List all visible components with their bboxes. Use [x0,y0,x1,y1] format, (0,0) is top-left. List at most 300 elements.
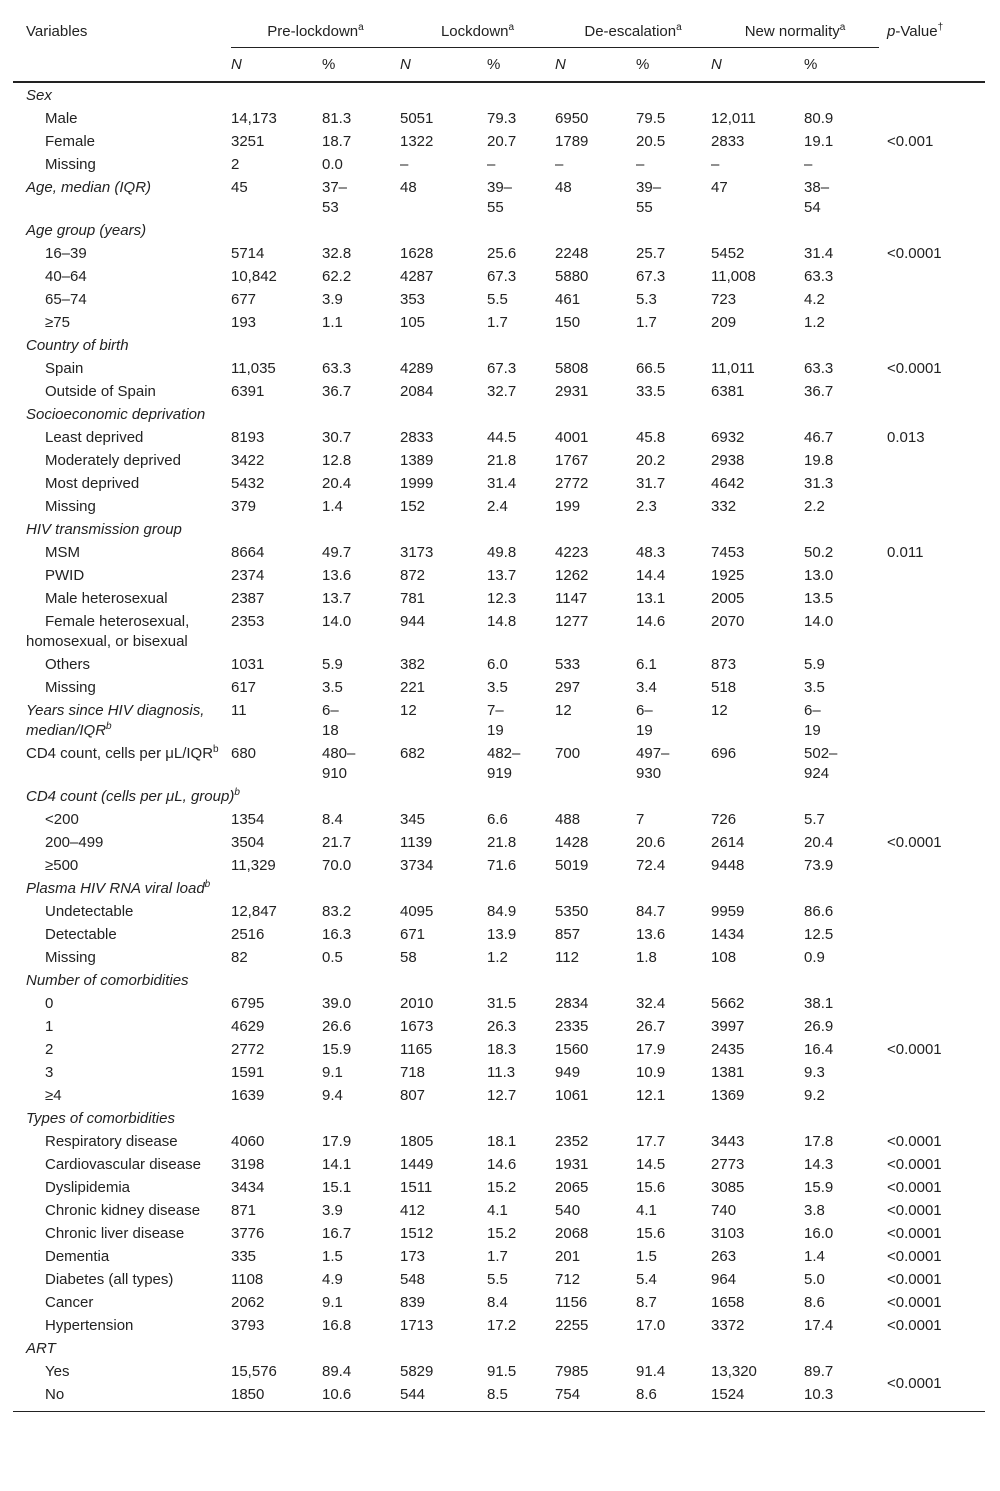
header-n: N [555,48,636,83]
table-row [13,1083,985,1106]
table-row [13,698,985,741]
row-label [13,698,231,741]
cell-percent: 31.3 [804,475,834,492]
cell-percent: 3.5 [322,679,343,696]
cell-percent: 26.3 [487,1018,517,1035]
cell-count: 5051 [400,110,434,127]
table-row [13,175,985,218]
cell-count: 518 [711,679,737,696]
cell-percent: 3.5 [487,679,508,696]
cell-p-value [879,945,985,968]
table-row [13,425,985,448]
cell-count: 2352 [555,1133,589,1150]
cell-count: 544 [400,1382,487,1412]
cell-percent: 13.0 [804,567,834,584]
cell-count: 548 [400,1271,426,1288]
cell-percent: 25.6 [487,245,517,262]
cell-iqr: 7– 19 [487,702,504,739]
row-label: ≥4 [45,1087,62,1104]
cell-count: 2353 [231,613,265,630]
row-label: Hypertension [45,1317,134,1334]
cell-percent: 5.4 [636,1271,657,1288]
row-label: Diabetes (all types) [45,1271,174,1288]
cell-count: 2255 [555,1317,589,1334]
row-label: Male [45,110,78,127]
cell-percent: 26.9 [804,1018,834,1035]
section-title: Years since HIV diagnosis, median/IQR [26,702,205,739]
cell-percent: 8.7 [636,1294,657,1311]
cell-count: 839 [400,1294,426,1311]
row-label: Undetectable [45,903,134,920]
cell-count: 2010 [400,995,434,1012]
row-label: Detectable [45,926,117,943]
row-label: Dementia [45,1248,110,1265]
cell-count: 1789 [555,133,589,150]
table-row [13,741,985,784]
cell-count: 12,847 [231,903,277,920]
cell-percent: 17.4 [804,1317,834,1334]
cell-p-value [879,287,985,310]
row-label: Missing [45,498,96,515]
cell-percent: 0.0 [322,156,343,173]
cell-percent: 5.5 [487,1271,508,1288]
cell-count: 7453 [711,544,745,561]
cell-percent: 15.2 [487,1225,517,1242]
table-header [13,13,985,82]
cell-p-value [879,899,985,922]
section-header-row [13,333,985,356]
row-label: Others [45,656,91,673]
cell-p-value [879,494,985,517]
table-row [13,1382,985,1412]
cell-p-value [879,1083,985,1106]
cell-p-value [879,1060,985,1083]
row-label: MSM [45,544,80,561]
cell-percent: 1.5 [322,1248,343,1265]
cell-percent: 18.7 [322,133,352,150]
table-row [13,1290,985,1313]
cell-percent: 48.3 [636,544,666,561]
cell-percent: 16.0 [804,1225,834,1242]
cell-percent: 8.6 [636,1382,711,1412]
cell-percent: 14.1 [322,1156,352,1173]
cell-p-value [879,106,985,129]
section-title [13,333,985,356]
cell-percent: 89.4 [322,1363,352,1380]
cell-count: 3443 [711,1133,745,1150]
cell-count: 1389 [400,452,434,469]
cell-percent: 21.8 [487,452,517,469]
cell-count: 5350 [555,903,589,920]
cell-percent: 79.3 [487,110,517,127]
section-title-text: Number of comorbidities [26,972,189,989]
cell-percent: 8.4 [487,1294,508,1311]
cell-count: 332 [711,498,737,515]
row-label: 16–39 [45,245,87,262]
cell-percent: 31.5 [487,995,517,1012]
cell-percent: 26.6 [322,1018,352,1035]
row-label: Missing [45,156,96,173]
cell-count: 8193 [231,429,265,446]
table-row [13,609,985,652]
cell-iqr: 6– 18 [322,702,339,739]
cell-median: 700 [555,745,581,762]
cell-percent: 36.7 [804,383,834,400]
cell-iqr: 6– 19 [636,702,653,739]
cell-percent: 9.2 [804,1087,825,1104]
cell-count: 617 [231,679,257,696]
cell-count: 1511 [400,1179,433,1196]
cell-percent: 1.2 [804,314,825,331]
cell-count: 2773 [711,1156,745,1173]
cell-percent: 26.7 [636,1018,666,1035]
cell-count: 2070 [711,613,745,630]
cell-percent: 1.7 [487,314,508,331]
cell-count: 1999 [400,475,434,492]
cell-percent: 16.4 [804,1041,834,1058]
cell-percent: 12.3 [487,590,517,607]
cell-count: 6795 [231,995,265,1012]
row-label: Missing [45,949,96,966]
cell-percent: 38.1 [804,995,834,1012]
section-title-text: CD4 count (cells per μL, group) [26,788,235,805]
table-row [13,899,985,922]
cell-count: 6950 [555,110,589,127]
cell-percent: 10.9 [636,1064,666,1081]
cell-percent: 2.4 [487,498,508,515]
cell-count: 193 [231,314,257,331]
section-title [13,1106,985,1129]
cell-percent: 14.0 [804,613,834,630]
table-row [13,241,985,264]
table-row [13,586,985,609]
header-p-value: p-Value† [887,22,944,40]
cell-percent: 6.6 [487,811,508,828]
cell-count: 1591 [231,1064,265,1081]
header-pct: % [322,48,400,83]
cell-count: 2516 [231,926,265,943]
cell-count: 1156 [555,1294,588,1311]
cell-count: 14,173 [231,110,277,127]
footnote-marker: b [234,787,240,798]
cell-percent: 16.3 [322,926,352,943]
section-header-row [13,1336,985,1359]
cell-count: 199 [555,498,581,515]
cell-p-value: 0.011 [887,544,924,561]
cell-count: 4642 [711,475,745,492]
cell-count: 11,011 [711,360,755,377]
cell-percent: 36.7 [322,383,352,400]
cell-percent: 31.4 [487,475,517,492]
cell-percent: 14.8 [487,613,517,630]
section-title-text: Socioeconomic deprivation [26,406,206,423]
cell-percent: 67.3 [487,360,517,377]
cell-count: 3422 [231,452,265,469]
row-label: Outside of Spain [45,383,156,400]
cell-count: 1165 [400,1041,433,1058]
cell-count: 335 [231,1248,257,1265]
cell-percent: 0.9 [804,949,825,966]
cell-count: 671 [400,926,426,943]
cell-percent: 62.2 [322,268,352,285]
row-label: 65–74 [45,291,87,308]
table-body [13,82,985,1412]
table-row [13,471,985,494]
cell-count: 209 [711,314,737,331]
cell-percent: 11.3 [487,1064,516,1081]
cell-percent: 19.1 [804,133,834,150]
cell-p-value: <0.0001 [887,245,942,262]
cell-count: 5808 [555,360,589,377]
cell-p-value [879,379,985,402]
table-row [13,310,985,333]
cell-count: 1449 [400,1156,434,1173]
cell-percent: 14.0 [322,613,352,630]
section-title-text: ART [26,1340,56,1357]
table-row [13,494,985,517]
cell-count: 2833 [711,133,745,150]
cell-iqr: 39– 55 [487,179,513,216]
cell-count: 2068 [555,1225,589,1242]
cell-percent: 12.5 [804,926,834,943]
cell-count: 2065 [555,1179,589,1196]
cell-count: 871 [231,1202,257,1219]
cell-percent: 66.5 [636,360,666,377]
cell-count: 1673 [400,1018,434,1035]
cell-count: 150 [555,314,581,331]
cell-percent: 20.4 [804,834,834,851]
cell-count: 6381 [711,383,745,400]
cell-p-value [879,741,985,784]
table-row [13,540,985,563]
cell-p-value [879,152,985,175]
cell-p-value [879,675,985,698]
cell-percent: 21.8 [487,834,517,851]
cell-median: 682 [400,745,426,762]
cell-count: 13,320 [711,1363,757,1380]
section-title-text: Plasma HIV RNA viral load [26,880,205,897]
cell-percent: 17.9 [322,1133,352,1150]
cell-count: 740 [711,1202,737,1219]
cell-percent: 1.2 [487,949,508,966]
cell-count: 3251 [231,133,265,150]
cell-count: 726 [711,811,737,828]
cell-count: – [400,156,409,173]
cell-percent: 10.6 [322,1382,400,1412]
cell-p-value [879,991,985,1014]
cell-count: 754 [555,1382,636,1412]
row-label: <200 [45,811,79,828]
cell-percent: 15.6 [636,1179,666,1196]
cell-count: 2435 [711,1041,745,1058]
table-row [13,853,985,876]
cell-percent: 9.4 [322,1087,343,1104]
section-title-text: Sex [26,87,52,104]
cell-percent: 2.3 [636,498,657,515]
cell-count: 2248 [555,245,589,262]
cell-percent: 7 [636,811,645,828]
cell-iqr: 6– 19 [804,702,821,739]
cell-count: 3997 [711,1018,745,1035]
cell-percent: 14.4 [636,567,666,584]
cell-percent: 15.9 [322,1041,352,1058]
cell-percent: 15.6 [636,1225,666,1242]
cell-count: 6932 [711,429,745,446]
cell-count: 11,008 [711,268,756,285]
header-n: N [711,48,804,83]
cell-percent: 91.4 [636,1363,666,1380]
cell-count: 2062 [231,1294,265,1311]
cell-count: 1767 [555,452,589,469]
cell-iqr: 480– 910 [322,745,356,782]
row-label: 2 [45,1041,54,1058]
cell-count: 3198 [231,1156,265,1173]
cell-percent: 9.3 [804,1064,825,1081]
cell-count: 1805 [400,1133,434,1150]
row-label: 1 [45,1018,54,1035]
cell-percent: 33.5 [636,383,666,400]
cell-percent: 79.5 [636,110,666,127]
cell-count: 11,329 [231,857,276,874]
cell-percent: 16.8 [322,1317,352,1334]
footnote-marker: b [106,721,112,732]
cell-count: 2834 [555,995,589,1012]
row-label: Cardiovascular disease [45,1156,201,1173]
cell-percent: 13.5 [804,590,834,607]
cell-count: 173 [400,1248,426,1265]
cell-percent: 39.0 [322,995,352,1012]
section-header-row [13,968,985,991]
cell-count: 1628 [400,245,434,262]
cell-percent: 12.1 [636,1087,666,1104]
table-row [13,830,985,853]
cell-percent: 8.6 [804,1294,825,1311]
table-row [13,1014,985,1037]
cell-percent: 83.2 [322,903,352,920]
row-label: Female heterosexual, homosexual, or bisexual [26,613,190,650]
cell-percent: 1.4 [804,1248,825,1265]
cell-count: 1277 [555,613,589,630]
cell-p-value [879,175,985,218]
cell-count: 3372 [711,1317,745,1334]
cell-percent: 15.9 [804,1179,834,1196]
cell-count: 201 [555,1248,581,1265]
row-label: No [13,1382,231,1412]
cell-count: 2387 [231,590,265,607]
cell-percent: 31.7 [636,475,666,492]
cell-percent: 6.1 [636,656,657,673]
cell-p-value: <0.0001 [887,1248,942,1265]
cell-percent: 19.8 [804,452,834,469]
cell-percent: 5.5 [487,291,508,308]
cell-percent: 9.1 [322,1064,343,1081]
section-title-text: HIV transmission group [26,521,182,538]
cell-percent: 20.4 [322,475,352,492]
row-label: 0 [45,995,54,1012]
row-label: Yes [45,1363,70,1380]
cell-percent: 4.2 [804,291,825,308]
cell-count: 12,011 [711,110,756,127]
cell-percent: 71.6 [487,857,517,874]
cell-median: 12 [711,702,728,719]
cell-count: 2335 [555,1018,589,1035]
cell-p-value [879,448,985,471]
table-row [13,379,985,402]
cell-percent: 1.7 [487,1248,508,1265]
cell-count: 949 [555,1064,581,1081]
cell-count: 5880 [555,268,589,285]
cell-count: 9448 [711,857,745,874]
cell-percent: 89.7 [804,1363,834,1380]
cell-count: 5829 [400,1363,434,1380]
cell-p-value [879,922,985,945]
cell-percent: 67.3 [636,268,666,285]
cell-count: 58 [400,949,417,966]
table-row [13,1221,985,1244]
cell-count: 4287 [400,268,434,285]
cell-count: 3173 [400,544,434,561]
footnote-marker: b [213,744,219,755]
cell-median: 12 [555,702,572,719]
cell-p-value [879,471,985,494]
cell-count: 6391 [231,383,265,400]
cell-count: 4001 [555,429,589,446]
cell-percent: 86.6 [804,903,834,920]
cell-percent: – [636,156,645,173]
cell-count: 8664 [231,544,265,561]
header-period-pre-lockdown: Pre-lockdown$^a$ [267,22,364,40]
cell-median: 48 [555,179,572,196]
cell-count: 353 [400,291,426,308]
cell-p-value [879,264,985,287]
cell-percent: – [487,156,496,173]
cell-count: 297 [555,679,581,696]
cell-percent: 30.7 [322,429,352,446]
cell-percent: 70.0 [322,857,352,874]
cell-p-value: <0.0001 [887,1202,942,1219]
cell-percent: 13.6 [636,926,666,943]
cell-count: 1061 [555,1087,589,1104]
cell-count: 872 [400,567,426,584]
row-label: Chronic kidney disease [45,1202,201,1219]
table-row [13,1198,985,1221]
cell-percent: 32.8 [322,245,352,262]
cell-percent: 31.4 [804,245,834,262]
cell-percent: 1.1 [322,314,343,331]
header-period-lockdown: Lockdown$^a$ [440,22,515,40]
cell-count: 873 [711,656,737,673]
cell-percent: 63.3 [804,268,834,285]
cell-count: 11,035 [231,360,276,377]
cell-count: 263 [711,1248,737,1265]
cell-percent: 18.3 [487,1041,517,1058]
cell-percent: 5.0 [804,1271,825,1288]
cell-median: 680 [231,745,257,762]
cell-count: 3776 [231,1225,265,1242]
row-label [13,741,231,784]
cell-percent: 13.9 [487,926,517,943]
cell-percent: 13.7 [322,590,352,607]
cell-percent: 63.3 [804,360,834,377]
cell-count: 3734 [400,857,434,874]
cell-percent: 84.9 [487,903,517,920]
row-label: PWID [45,567,85,584]
cell-percent: 3.9 [322,291,343,308]
table-row [13,922,985,945]
cell-percent: 0.5 [322,949,343,966]
cell-count: 944 [400,613,426,630]
cell-count: 4629 [231,1018,265,1035]
